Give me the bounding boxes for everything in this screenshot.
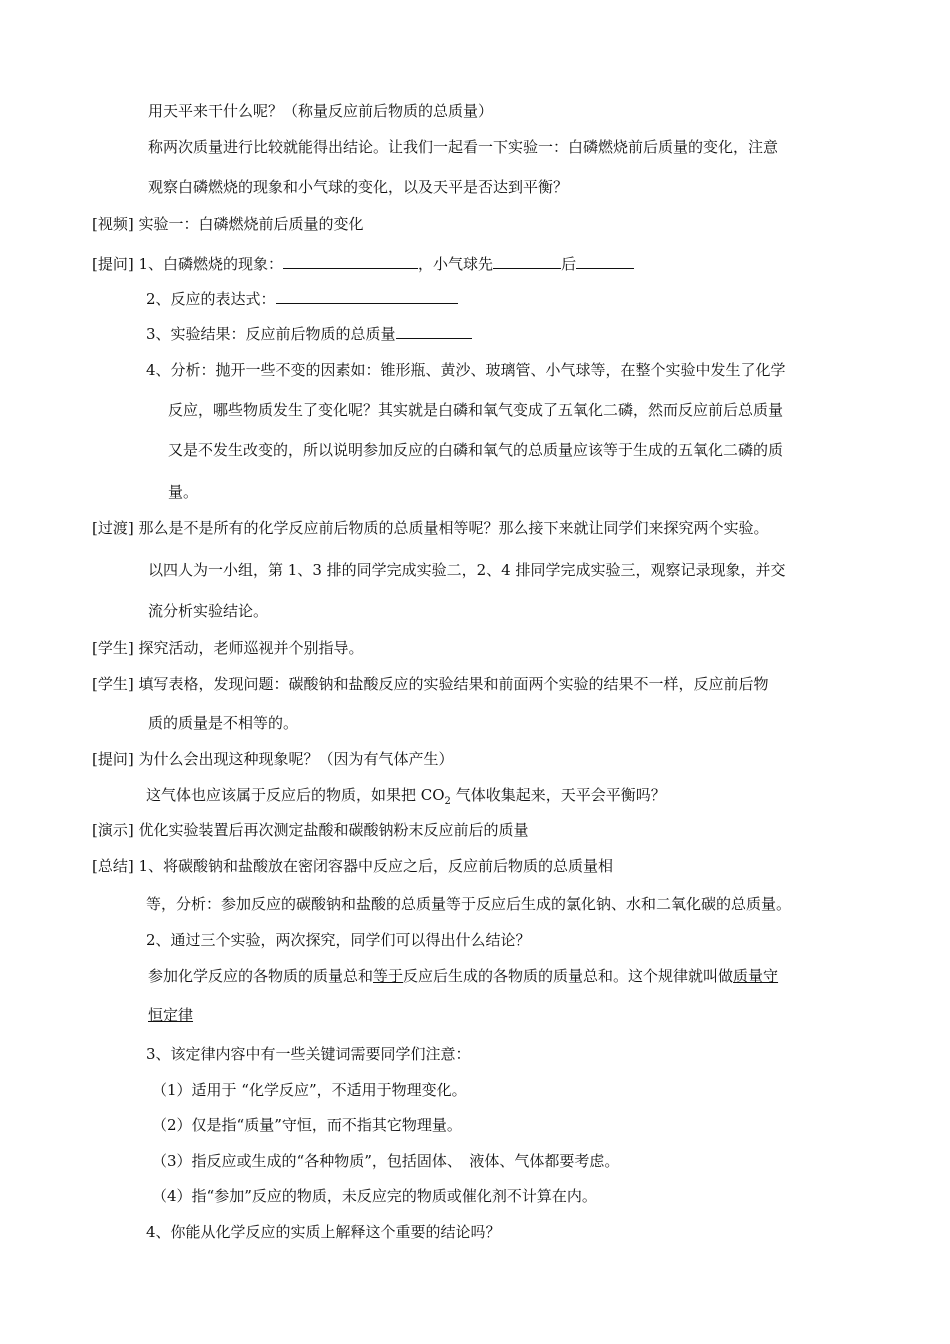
line-text: 实验一：白磷燃烧前后质量的变化 bbox=[138, 215, 364, 233]
text-line bbox=[92, 253, 634, 274]
question-text: ，小气球先 bbox=[418, 255, 494, 273]
line-text: 那么是不是所有的化学反应前后物质的总质量相等呢？那么接下来就让同学们来探究两个实验。 bbox=[138, 519, 769, 537]
underlined-term: 质量守 bbox=[733, 967, 779, 985]
text-line bbox=[92, 638, 364, 658]
fill-blank bbox=[396, 323, 472, 339]
text-line bbox=[92, 820, 529, 840]
text-line: 4、分析：抛开一些不变的因素如：锥形瓶、黄沙、玻璃管、小气球等，在整个实验中发生了化学 bbox=[146, 361, 786, 379]
text-line bbox=[146, 785, 666, 805]
text-line bbox=[92, 214, 364, 234]
text-line: 反应，哪些物质发生了变化呢？其实就是白磷和氧气变成了五氧化二磷，然而反应前后总质量 bbox=[168, 401, 784, 419]
question-text: 后 bbox=[561, 255, 577, 273]
text-line bbox=[146, 288, 458, 309]
fill-blank bbox=[493, 253, 561, 269]
text-line: 称两次质量进行比较就能得出结论。让我们一起看一下实验一：白磷燃烧前后质量的变化，注意 bbox=[148, 138, 779, 156]
question-text: 1、白磷燃烧的现象： bbox=[138, 255, 284, 273]
question-text: 2、反应的表达式： bbox=[146, 290, 276, 308]
text-line: 以四人为一小组，第 1、3 排的同学完成实验二，2、4 排同学完成实验三，观察记录现象，并交 bbox=[148, 561, 786, 579]
section-tag: [提问] bbox=[92, 750, 134, 768]
section-tag: [演示] bbox=[92, 821, 134, 839]
underlined-term: 恒定律 bbox=[148, 1006, 194, 1024]
section-tag: [学生] bbox=[92, 675, 134, 693]
line-text: 填写表格，发现问题：碳酸钠和盐酸反应的实验结果和前面两个实验的结果不一样，反应前后物 bbox=[138, 675, 769, 693]
text-line: （4）指“参加”反应的物质，未反应完的物质或催化剂不计算在内。 bbox=[152, 1187, 597, 1205]
line-text: 1、将碳酸钠和盐酸放在密闭容器中反应之后，反应前后物质的总质量相 bbox=[138, 857, 614, 875]
text-line bbox=[92, 749, 454, 769]
line-text: 这气体也应该属于反应后的物质，如果把 CO bbox=[146, 786, 445, 804]
text-line bbox=[148, 966, 778, 986]
text-line: （1）适用于 “化学反应”，不适用于物理变化。 bbox=[152, 1081, 467, 1099]
fill-blank bbox=[276, 288, 458, 304]
line-text: 探究活动，老师巡视并个别指导。 bbox=[138, 639, 364, 657]
text-line: （2）仅是指“质量”守恒，而不指其它物理量。 bbox=[152, 1116, 462, 1134]
line-text: 反应后生成的各物质的质量总和。这个规律就叫做 bbox=[403, 967, 734, 985]
text-line bbox=[92, 518, 769, 538]
line-text: 优化实验装置后再次测定盐酸和碳酸钠粉末反应前后的质量 bbox=[138, 821, 529, 839]
text-line bbox=[146, 323, 472, 344]
line-text: 气体收集起来，天平会平衡吗？ bbox=[450, 786, 666, 804]
text-line: 4、你能从化学反应的实质上解释这个重要的结论吗？ bbox=[146, 1223, 501, 1241]
text-line: （3）指反应或生成的“各种物质”，包括固体、 液体、气体都要考虑。 bbox=[152, 1152, 620, 1170]
text-line bbox=[92, 856, 613, 876]
text-line: 2、通过三个实验，两次探究，同学们可以得出什么结论？ bbox=[146, 931, 531, 949]
fill-blank bbox=[576, 253, 634, 269]
section-tag: [总结] bbox=[92, 857, 134, 875]
text-line: 质的质量是不相等的。 bbox=[148, 714, 299, 732]
section-tag: [视频] bbox=[92, 215, 134, 233]
line-text: 为什么会出现这种现象呢？（因为有气体产生） bbox=[138, 750, 454, 768]
text-line: 观察白磷燃烧的现象和小气球的变化，以及天平是否达到平衡？ bbox=[148, 178, 569, 196]
subscript: 2 bbox=[444, 796, 451, 807]
question-text: 3、实验结果：反应前后物质的总质量 bbox=[146, 325, 396, 343]
line-text: 参加化学反应的各物质的质量总和 bbox=[148, 967, 374, 985]
text-line: 3、该定律内容中有一些关键词需要同学们注意： bbox=[146, 1045, 471, 1063]
text-line: 流分析实验结论。 bbox=[148, 602, 269, 620]
text-line: 等，分析：参加反应的碳酸钠和盐酸的总质量等于反应后生成的氯化钠、水和二氧化碳的总质量。 bbox=[146, 895, 792, 913]
text-line bbox=[92, 674, 769, 694]
text-line: 又是不发生改变的，所以说明参加反应的白磷和氧气的总质量应该等于生成的五氧化二磷的质 bbox=[168, 441, 784, 459]
underlined-term: 等于 bbox=[373, 967, 404, 985]
fill-blank bbox=[283, 253, 418, 269]
text-line: 用天平来干什么呢？（称量反应前后物质的总质量） bbox=[148, 102, 494, 120]
section-tag: [学生] bbox=[92, 639, 134, 657]
section-tag: [提问] bbox=[92, 255, 134, 273]
text-line: 量。 bbox=[168, 483, 199, 501]
section-tag: [过渡] bbox=[92, 519, 134, 537]
